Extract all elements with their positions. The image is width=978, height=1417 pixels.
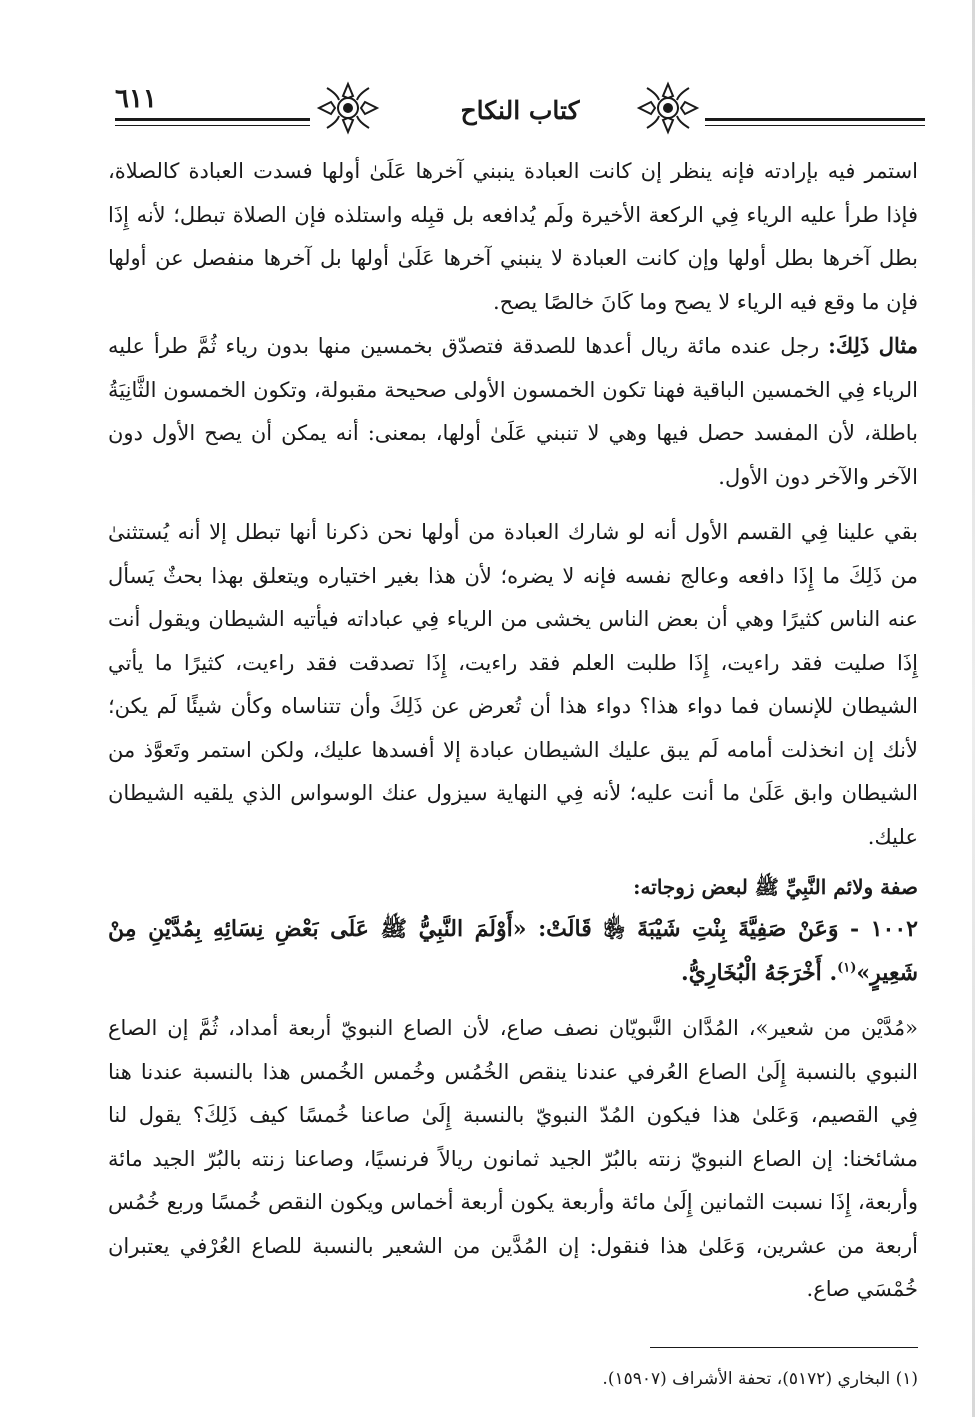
- header-rule-left-thin: [115, 125, 310, 126]
- footnote: (١) البخاري (٥١٧٢)، تحفة الأشراف (١٥٩٠٧).: [602, 1369, 918, 1389]
- paragraph-explanation: «مُدَّيْن من شعير»، المُدَّان النَّبويّان نصف صاع، لأن الصاع النبويّ أربعة أمداد، ثُمَّ إن الصاع النبوي بالنسبة إِلَىٰ الصاع العُرفي عندنا ينقص الخُمُس وخُمس الخُمس هذا بالنسبة عندنا هنا فِي القصيم، وَعَلىٰ هذا فيكون المُدّ النبويّ بالنسبة إِلَىٰ صاعنا خُمسًا كيف ذَلِكَ؟ يقول لنا مشائخنا: إن الصاع النبويّ زنته بالبُرّ الجيد ثمانون ريالاً فرنسيًا، وصاعنا زنته بالبُرّ الجيد مائة وأربعة، إِذَا نسبت الثمانين إِلَىٰ مائة وأربعة يكون أربعة أخماس ويكون النقص خُمسًا وربع خُمُس أربعة من عشرين، وَعَلىٰ هذا فنقول: إن المُدَّين من الشعير بالنسبة للصاع العُرْفي يعتبران خُمْسَي صاع.: [108, 1016, 918, 1301]
- page-header: [115, 78, 925, 148]
- header-rule-right: [705, 118, 925, 121]
- hadith-text: [108, 907, 918, 995]
- book-title: كتاب النكاح: [460, 96, 580, 125]
- header-rule-right-thin: [705, 125, 925, 126]
- example-label: مثال ذَلِكَ:: [828, 333, 918, 358]
- page-edge: [972, 0, 975, 1417]
- header-rule-left: [115, 118, 310, 121]
- footnote-separator: [650, 1347, 918, 1348]
- footnote-reference[interactable]: (١): [837, 960, 857, 976]
- paragraph-exception: بقي علينا فِي القسم الأول أنه لو شارك العبادة من أولها نحن ذكرنا أنها تبطل إلا أنه يُستثنىٰ من ذَلِكَ ما إِذَا دافعه وعالج نفسه فإنه لا يضره؛ لأن هذا بغير اختياره ويتعلق بهذا بحثٌ يَسأل عنه الناس كثيرًا وهي أن بعض الناس يخشى من الرياء فِي عباداته فيأتيه الشيطان ويقول أنت إِذَا صليت فقد راءيت، إِذَا طلبت العلم فقد راءيت، إِذَا تصدقت فقد راءيت، كثيرًا ما يأتي الشيطان للإنسان فما دواء هذا؟ دواء هذا أن تُعرض عن ذَلِكَ وأن تتناساه وكأن شيئًا لَم يكن؛ لأنك إن انخذلت أمامه لَم يبق عليك الشيطان عبادة إلا أفسدها عليك، ولكن استمر وتَعوَّذ من الشيطان وابق عَلَىٰ ما أنت عليه؛ لأنه فِي النهاية سيزول عنك الوسواس الذي يلقيه الشيطان عليك.: [108, 520, 919, 849]
- section-heading: صفة ولائم النَّبِيِّ ﷺ لبعض زوجاته:: [633, 875, 918, 899]
- page-number: ٦١١: [115, 84, 157, 114]
- floral-ornament-icon: [635, 80, 701, 136]
- hadith-source: . أَخْرَجَهُ الْبُخَارِيُّ.: [681, 960, 838, 986]
- main-text: [108, 150, 918, 1312]
- example-text: رجل عنده مائة ريال أعدها للصدقة فتصدّق بخمسين منها بدون رياء ثُمَّ طرأ عليه الرياء فِي الخمسين الباقية فهنا تكون الخمسون الأولى صحيحة مقبولة، وتكون الخمسون الثَّانِيَةُ باطلة، لأن المفسد حصل فيها وهي لا تنبني عَلَىٰ أولها، بمعنى: أنه يمكن أن يصح الأول دون الآخر والآخر دون الأول.: [108, 334, 918, 489]
- paragraph-example: [108, 324, 918, 499]
- paragraph-riya-continuation: استمر فيه بإرادته فإنه ينظر إن كانت العبادة ينبني آخرها عَلَىٰ أولها فسدت العبادة كالصلاة، فإذا طرأ عليه الرياء فِي الركعة الأخيرة ولَم يُدافعه بل قبِله واستلذه فإن الصلاة تبطل؛ لأنه إِذَا بطل آخرها بطل أولها وإن كانت العبادة لا ينبني آخرها عَلَىٰ أولها بل آخرها منفصل عن أولها فإن ما وقع فيه الرياء لا يصح وما كَانَ خالصًا يصح.: [108, 159, 918, 314]
- hadith-body: ١٠٠٢ - وَعَنْ صَفِيَّةَ بِنْتِ شَيْبَةَ ﵂ قَالَتْ: «أَوْلَمَ النَّبِيُّ ﷺ عَلَى بَعْضِ نِسَائِهِ بِمُدَّيْنِ مِنْ شَعِيرٍ»: [108, 916, 918, 986]
- floral-ornament-icon: [315, 80, 381, 136]
